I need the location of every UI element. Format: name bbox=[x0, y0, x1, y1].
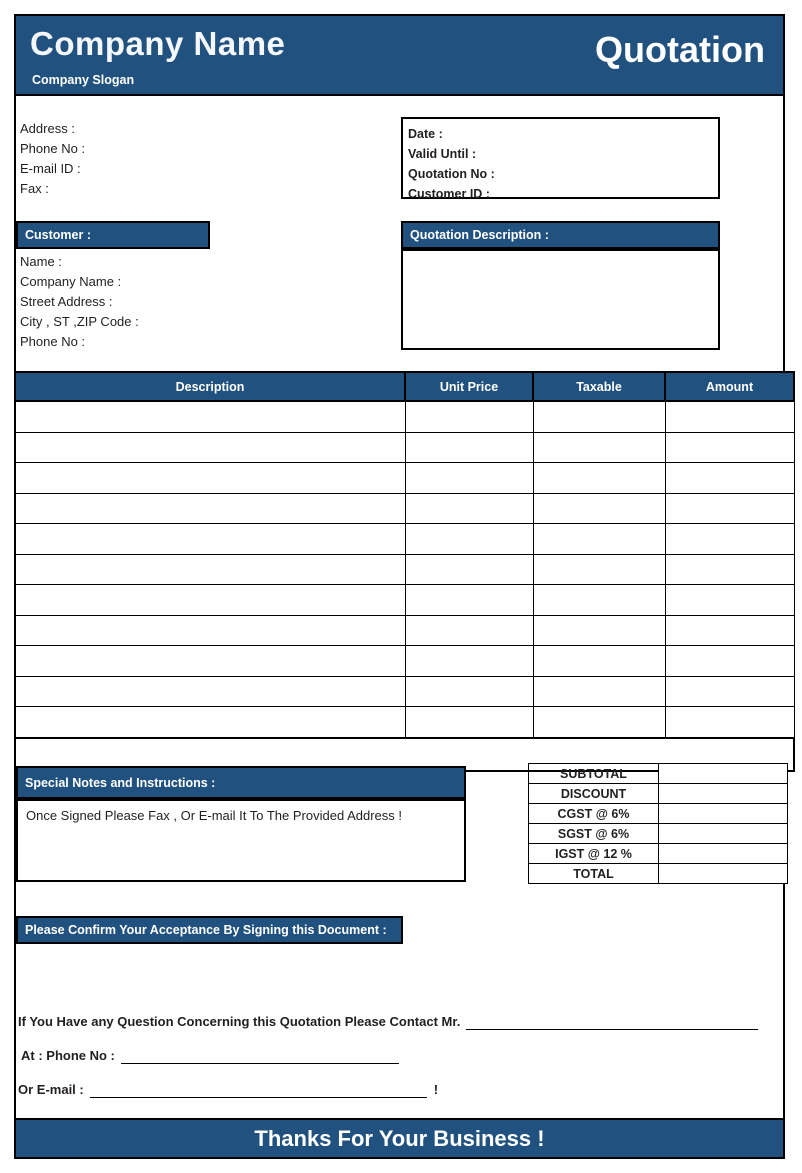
cell-description[interactable] bbox=[15, 463, 405, 494]
cell-amount[interactable] bbox=[665, 646, 794, 677]
valid-until-label: Valid Until : bbox=[408, 147, 477, 161]
totals-value-total[interactable] bbox=[659, 864, 788, 884]
table-row[interactable] bbox=[15, 493, 794, 524]
cell-taxable[interactable] bbox=[533, 585, 665, 616]
company-email-label: E-mail ID : bbox=[20, 161, 81, 176]
contact-phone-fill-line[interactable] bbox=[121, 1051, 399, 1064]
contact-name-fill-line[interactable] bbox=[466, 1017, 758, 1030]
cell-taxable[interactable] bbox=[533, 676, 665, 707]
totals-value-subtotal[interactable] bbox=[659, 764, 788, 784]
totals-value-igst[interactable] bbox=[659, 844, 788, 864]
customer-company-label: Company Name : bbox=[20, 274, 122, 289]
cell-amount[interactable] bbox=[665, 554, 794, 585]
totals-label-discount: DISCOUNT bbox=[529, 784, 659, 804]
totals-row-cgst bbox=[529, 804, 788, 824]
cell-unit-price[interactable] bbox=[405, 585, 533, 616]
cell-unit-price[interactable] bbox=[405, 401, 533, 432]
cell-unit-price[interactable] bbox=[405, 554, 533, 585]
customer-details-block bbox=[20, 252, 370, 352]
cell-taxable[interactable] bbox=[533, 646, 665, 677]
company-fax-label: Fax : bbox=[20, 181, 49, 196]
company-name: Company Name bbox=[30, 25, 286, 62]
cell-description[interactable] bbox=[15, 615, 405, 646]
customer-name-label: Name : bbox=[20, 254, 62, 269]
cell-taxable[interactable] bbox=[533, 493, 665, 524]
contact-email-line bbox=[18, 1082, 768, 1098]
totals-row-sgst bbox=[529, 824, 788, 844]
company-phone-label: Phone No : bbox=[20, 141, 86, 156]
cell-unit-price[interactable] bbox=[405, 493, 533, 524]
quotation-description-input[interactable] bbox=[401, 249, 720, 350]
cell-amount[interactable] bbox=[665, 585, 794, 616]
customer-phone-label: Phone No : bbox=[20, 334, 86, 349]
special-notes-title: Special Notes and Instructions : bbox=[16, 766, 466, 799]
totals-table bbox=[528, 763, 788, 884]
contact-footer-block bbox=[18, 1014, 768, 1098]
cell-description[interactable] bbox=[15, 585, 405, 616]
cell-taxable[interactable] bbox=[533, 615, 665, 646]
totals-row-igst bbox=[529, 844, 788, 864]
quotation-no-label: Quotation No : bbox=[408, 167, 495, 181]
table-header-row bbox=[15, 372, 794, 401]
cell-unit-price[interactable] bbox=[405, 524, 533, 555]
contact-email-suffix: ! bbox=[433, 1082, 439, 1097]
cell-taxable[interactable] bbox=[533, 463, 665, 494]
special-notes-text: Once Signed Please Fax , Or E-mail It To The Provided Address ! bbox=[26, 808, 402, 823]
document-title: Quotation bbox=[595, 29, 765, 70]
totals-row-total bbox=[529, 864, 788, 884]
company-contact-block bbox=[20, 119, 360, 199]
totals-row-discount bbox=[529, 784, 788, 804]
totals-value-sgst[interactable] bbox=[659, 824, 788, 844]
contact-phone-line bbox=[18, 1048, 768, 1064]
cell-description[interactable] bbox=[15, 493, 405, 524]
cell-amount[interactable] bbox=[665, 524, 794, 555]
footer-banner bbox=[14, 1118, 785, 1159]
cell-amount[interactable] bbox=[665, 615, 794, 646]
special-notes-box[interactable] bbox=[16, 799, 466, 882]
column-header-description: Description bbox=[15, 372, 405, 401]
cell-description[interactable] bbox=[15, 432, 405, 463]
cell-amount[interactable] bbox=[665, 707, 794, 738]
cell-amount[interactable] bbox=[665, 432, 794, 463]
totals-label-sgst: SGST @ 6% bbox=[529, 824, 659, 844]
cell-unit-price[interactable] bbox=[405, 646, 533, 677]
acceptance-signing-title: Please Confirm Your Acceptance By Signing this Document : bbox=[16, 916, 403, 944]
totals-label-subtotal: SUBTOTAL bbox=[529, 764, 659, 784]
line-items-table bbox=[14, 371, 795, 772]
cell-amount[interactable] bbox=[665, 401, 794, 432]
table-row[interactable] bbox=[15, 646, 794, 677]
cell-amount[interactable] bbox=[665, 463, 794, 494]
column-header-taxable: Taxable bbox=[533, 372, 665, 401]
quotation-meta-box bbox=[401, 117, 720, 199]
cell-unit-price[interactable] bbox=[405, 707, 533, 738]
table-row[interactable] bbox=[15, 707, 794, 738]
header-banner bbox=[14, 14, 785, 96]
table-row[interactable] bbox=[15, 463, 794, 494]
date-label: Date : bbox=[408, 127, 443, 141]
cell-taxable[interactable] bbox=[533, 524, 665, 555]
table-row[interactable] bbox=[15, 676, 794, 707]
customer-street-label: Street Address : bbox=[20, 294, 113, 309]
contact-question-label: If You Have any Question Concerning this Quotation Please Contact Mr. bbox=[18, 1014, 461, 1029]
quotation-description-title: Quotation Description : bbox=[401, 221, 720, 249]
company-slogan: Company Slogan bbox=[32, 73, 135, 87]
customer-city-state-zip-label: City , ST ,ZIP Code : bbox=[20, 314, 139, 329]
cell-amount[interactable] bbox=[665, 493, 794, 524]
column-header-unit-price: Unit Price bbox=[405, 372, 533, 401]
cell-description[interactable] bbox=[15, 524, 405, 555]
cell-unit-price[interactable] bbox=[405, 432, 533, 463]
footer-thanks-text: Thanks For Your Business ! bbox=[254, 1125, 545, 1151]
cell-taxable[interactable] bbox=[533, 401, 665, 432]
totals-value-discount[interactable] bbox=[659, 784, 788, 804]
cell-taxable[interactable] bbox=[533, 554, 665, 585]
table-row[interactable] bbox=[15, 401, 794, 432]
contact-question-line bbox=[18, 1014, 768, 1030]
customer-section-title: Customer : bbox=[16, 221, 210, 249]
cell-taxable[interactable] bbox=[533, 707, 665, 738]
cell-description[interactable] bbox=[15, 676, 405, 707]
totals-label-igst: IGST @ 12 % bbox=[529, 844, 659, 864]
cell-description[interactable] bbox=[15, 554, 405, 585]
totals-value-cgst[interactable] bbox=[659, 804, 788, 824]
table-row[interactable] bbox=[15, 585, 794, 616]
cell-description[interactable] bbox=[15, 646, 405, 677]
contact-email-fill-line[interactable] bbox=[90, 1085, 427, 1098]
column-header-amount: Amount bbox=[665, 372, 794, 401]
table-row[interactable] bbox=[15, 615, 794, 646]
totals-label-cgst: CGST @ 6% bbox=[529, 804, 659, 824]
cell-description[interactable] bbox=[15, 707, 405, 738]
contact-email-label: Or E-mail : bbox=[18, 1082, 84, 1097]
company-address-label: Address : bbox=[20, 121, 75, 136]
cell-amount[interactable] bbox=[665, 676, 794, 707]
cell-unit-price[interactable] bbox=[405, 463, 533, 494]
cell-taxable[interactable] bbox=[533, 432, 665, 463]
cell-unit-price[interactable] bbox=[405, 676, 533, 707]
totals-row-subtotal bbox=[529, 764, 788, 784]
table-row[interactable] bbox=[15, 432, 794, 463]
totals-label-total: TOTAL bbox=[529, 864, 659, 884]
table-row[interactable] bbox=[15, 524, 794, 555]
table-row[interactable] bbox=[15, 554, 794, 585]
cell-unit-price[interactable] bbox=[405, 615, 533, 646]
customer-id-label: Customer ID : bbox=[408, 187, 490, 201]
line-items-body bbox=[15, 401, 794, 771]
contact-phone-label: At : Phone No : bbox=[21, 1048, 115, 1063]
cell-description[interactable] bbox=[15, 401, 405, 432]
